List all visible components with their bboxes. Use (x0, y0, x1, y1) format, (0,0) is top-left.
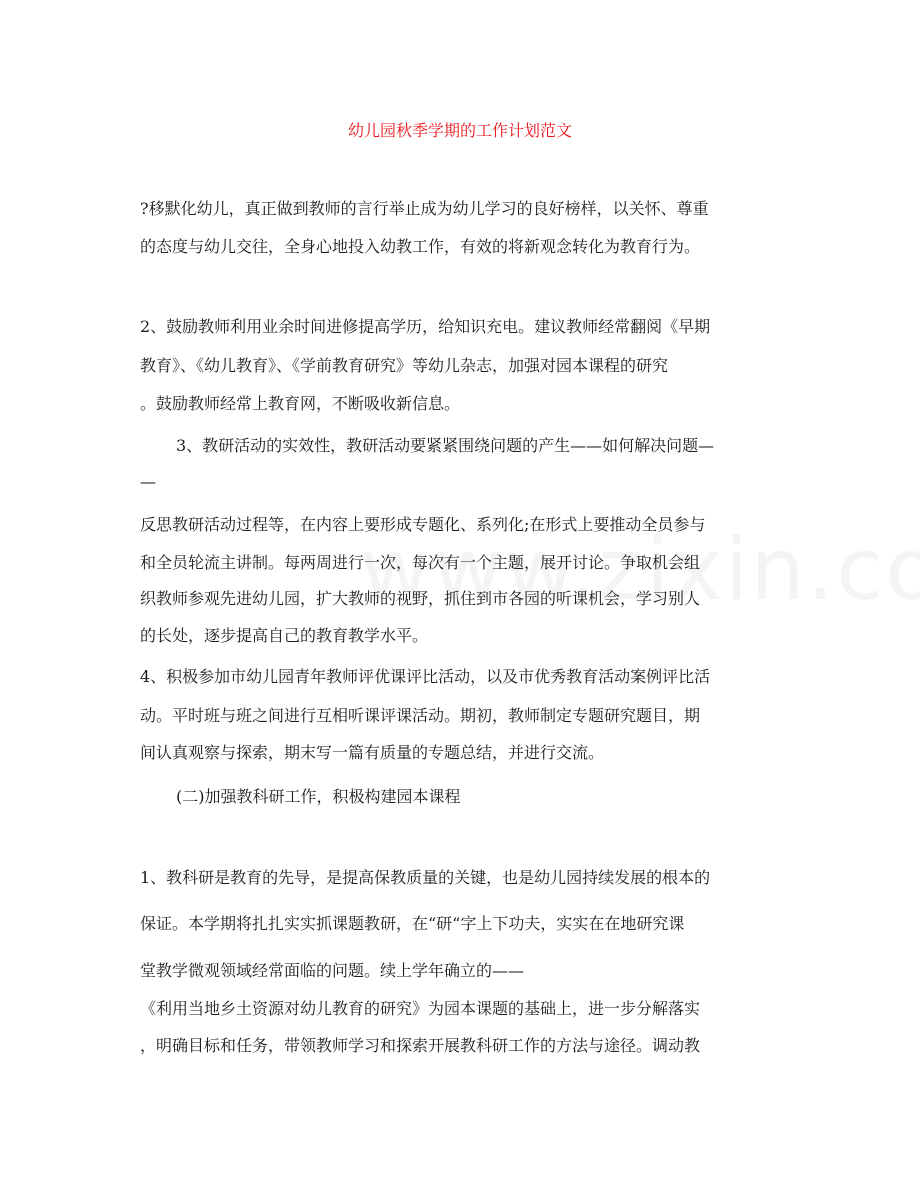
text-line: 。鼓励教师经常上教育网，不断吸收新信息。 (140, 394, 461, 413)
section-heading: (二)加强教科研工作，积极构建园本课程 (176, 787, 461, 806)
text-line: 的长处，逐步提高自己的教育教学水平。 (140, 626, 429, 645)
document-title: 幼儿园秋季学期的工作计划范文 (347, 121, 572, 140)
text-line: 堂教学微观领域经常面临的问题。续上学年确立的—— (140, 961, 525, 980)
text-line: — (140, 472, 156, 491)
text-line: ?移默化幼儿，真正做到教师的言行举止成为幼儿学习的良好榜样，以关怀、尊重 (140, 199, 709, 218)
text-line: 间认真观察与探索，期末写一篇有质量的专题总结，并进行交流。 (140, 743, 605, 762)
text-line: 教育》、《幼儿教育》、《学前教育研究》等幼儿杂志，加强对园本课程的研究 (140, 356, 669, 375)
text-line: ，明确目标和任务，带领教师学习和探索开展教科研工作的方法与途径。调动教 (140, 1036, 701, 1055)
text-line: 1、教科研是教育的先导，是提高保教质量的关键，也是幼儿园持续发展的根本的 (140, 868, 711, 887)
text-line: 和全员轮流主讲制。每两周进行一次，每次有一个主题，展开讨论。争取机会组 (140, 553, 701, 572)
text-line: 《利用当地乡土资源对幼儿教育的研究》为园本课题的基础上，进一步分解落实 (140, 999, 701, 1018)
text-line: 的态度与幼儿交往，全身心地投入幼教工作，有效的将新观念转化为教育行为。 (140, 237, 701, 256)
text-line: 4、积极参加市幼儿园青年教师评优课评比活动，以及市优秀教育活动案例评比活 (140, 667, 711, 686)
text-line: 织教师参观先进幼儿园，扩大教师的视野，抓住到市各园的听课机会，学习别人 (140, 589, 701, 608)
text-line: 3、教研活动的实效性，教研活动要紧紧围绕问题的产生——如何解决问题— (176, 436, 715, 455)
text-line: 2、鼓励教师利用业余时间进修提高学历，给知识充电。建议教师经常翻阅《早期 (140, 317, 711, 336)
text-line: 保证。本学期将扎扎实实抓课题教研，在“研“字上下功夫，实实在在地研究课 (140, 914, 685, 933)
text-line: 反思教研活动过程等，在内容上要形成专题化、系列化;在形式上要推动全员参与 (140, 515, 706, 534)
text-line: 动。平时班与班之间进行互相听课评课活动。期初，教师制定专题研究题目，期 (140, 706, 701, 725)
